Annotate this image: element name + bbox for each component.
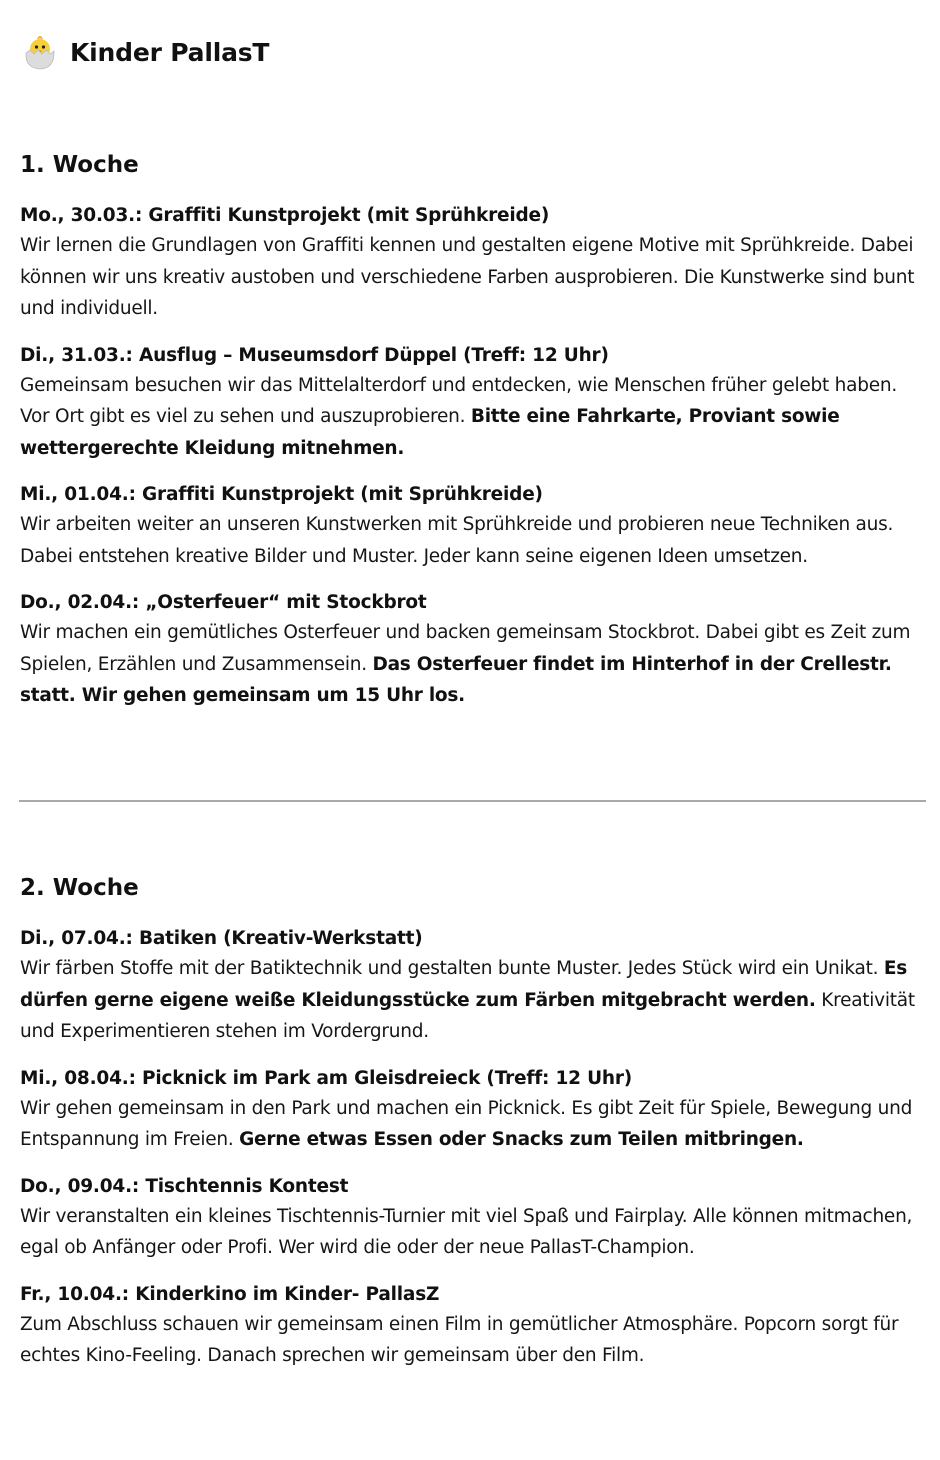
entry-description: Wir färben Stoffe mit der Batiktechnik und gestalten bunte Muster. Jedes Stück wird ein Unikat. Es dürfen gerne eigene weiße Kleidungsstücke zum Färben mitgebracht werden. Kreativität und Experimentieren stehen im Vordergrund. bbox=[20, 958, 915, 1042]
entry-do-0204 bbox=[20, 589, 925, 712]
entry-di-0704 bbox=[20, 925, 925, 1048]
week-2-section bbox=[20, 871, 925, 1389]
entry-di-3103 bbox=[20, 342, 925, 465]
entry-description: Wir veranstalten ein kleines Tischtennis-Turnier mit viel Spaß und Fairplay. Alle können mitmachen, egal ob Anfänger oder Profi. Wer wird die oder der neue PallasT-Champion. bbox=[20, 1205, 913, 1258]
entry-mi-0804 bbox=[20, 1065, 925, 1156]
entry-note: Das Osterfeuer findet im Hinterhof in der Crellestr. statt. Wir gehen gemeinsam um 15 Uhr los. bbox=[20, 653, 892, 706]
entry-title: Do., 02.04.: „Osterfeuer“ mit Stockbrot bbox=[20, 592, 427, 613]
entry-description: Wir machen ein gemütliches Osterfeuer und backen gemeinsam Stockbrot. Dabei gibt es Zeit zum Spielen, Erzählen und Zusammensein. Das Osterfeuer findet im Hinterhof in der Crellestr. statt. Wir gehen gemeinsam um 15 Uhr los. bbox=[20, 622, 911, 706]
entry-title: Mi., 08.04.: Picknick im Park am Gleisdreieck (Treff: 12 Uhr) bbox=[20, 1067, 633, 1089]
entry-note: Bitte eine Fahrkarte, Proviant sowie wettergerechte Kleidung mitnehmen. bbox=[20, 406, 840, 459]
entry-note: Gerne etwas Essen oder Snacks zum Teilen mitbringen. bbox=[239, 1129, 804, 1150]
entry-title: Mi., 01.04.: Graffiti Kunstprojekt (mit Sprühkreide) bbox=[20, 484, 543, 505]
entry-note: Es dürfen gerne eigene weiße Kleidungsstücke zum Färben mitgebracht werden. bbox=[20, 958, 908, 1011]
app-title: Kinder PallasT bbox=[70, 37, 270, 67]
hatching-chick-icon bbox=[20, 32, 60, 72]
entry-description: Wir lernen die Grundlagen von Graffiti kennen und gestalten eigene Motive mit Sprühkreide. Dabei können wir uns kreativ austoben und verschiedene Farben ausprobieren. Die Kunstwerke sind bunt und individuell. bbox=[20, 235, 915, 319]
week-1-section bbox=[20, 148, 925, 729]
entry-do-0904 bbox=[20, 1173, 925, 1264]
entry-title: Do., 09.04.: Tischtennis Kontest bbox=[20, 1175, 349, 1197]
entry-title: Mo., 30.03.: Graffiti Kunstprojekt (mit Sprühkreide) bbox=[20, 205, 550, 226]
entry-title: Fr., 10.04.: Kinderkino im Kinder- PallasZ bbox=[20, 1283, 440, 1305]
entry-description: Wir gehen gemeinsam in den Park und machen ein Picknick. Es gibt Zeit für Spiele, Bewegung und Entspannung im Freien. Gerne etwas Essen oder Snacks zum Teilen mitbringen. bbox=[20, 1097, 913, 1150]
entry-mo-3003 bbox=[20, 202, 925, 325]
entry-title: Di., 07.04.: Batiken (Kreativ-Werkstatt) bbox=[20, 928, 423, 949]
entry-description: Zum Abschluss schauen wir gemeinsam einen Film in gemütlicher Atmosphäre. Popcorn sorgt für echtes Kino-Feeling. Danach sprechen wir gemeinsam über den Film. bbox=[20, 1313, 899, 1366]
week-title: 2. Woche bbox=[20, 875, 139, 901]
entry-mi-0104 bbox=[20, 481, 925, 572]
entry-description: Wir arbeiten weiter an unseren Kunstwerken mit Sprühkreide und probieren neue Techniken aus. Dabei entstehen kreative Bilder und Muster. Jeder kann seine eigenen Ideen umsetzen. bbox=[20, 514, 894, 567]
entry-fr-1004 bbox=[20, 1281, 925, 1372]
week-title: 1. Woche bbox=[20, 152, 139, 178]
page-header bbox=[20, 28, 269, 76]
entry-description: Gemeinsam besuchen wir das Mittelalterdorf und entdecken, wie Menschen früher gelebt haben. Vor Ort gibt es viel zu sehen und auszuprobieren. Bitte eine Fahrkarte, Proviant sowie wettergerechte Kleidung mitnehmen. bbox=[20, 374, 897, 459]
section-divider bbox=[19, 800, 926, 802]
entry-title: Di., 31.03.: Ausflug – Museumsdorf Düppel (Treff: 12 Uhr) bbox=[20, 344, 609, 366]
